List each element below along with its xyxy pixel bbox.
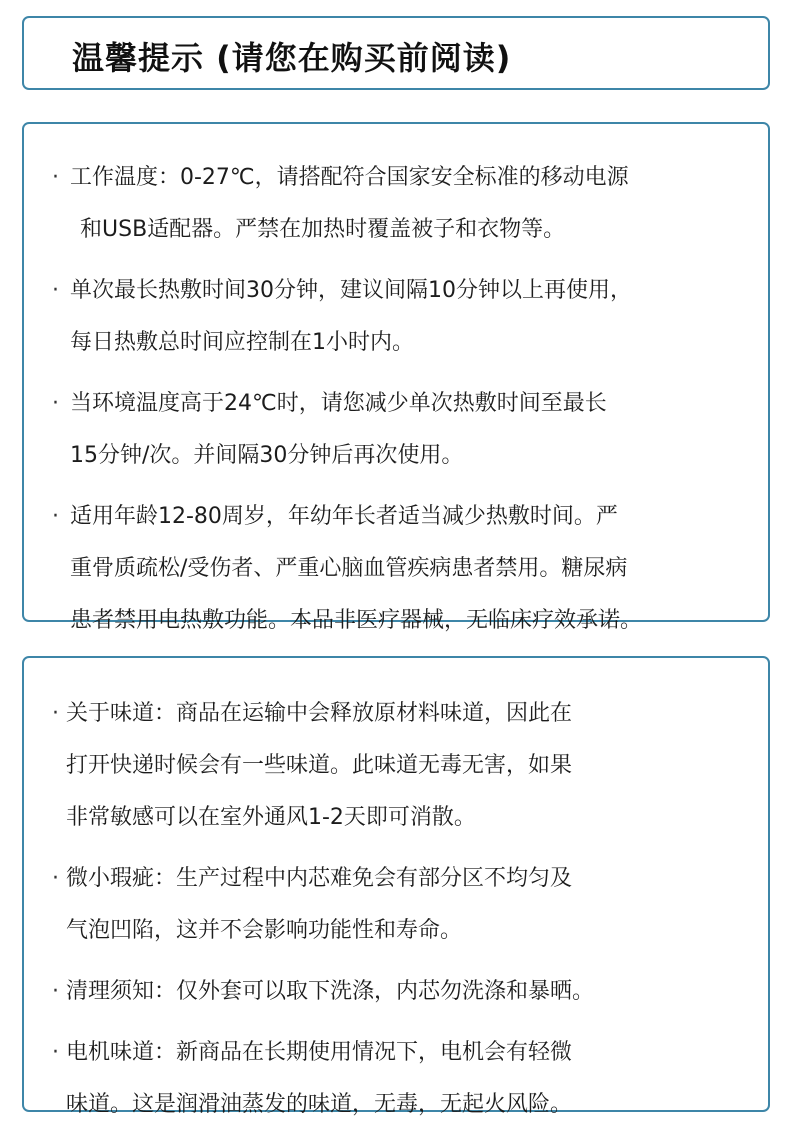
page-title: 温馨提示 (请您在购买前阅读) [72,39,512,77]
note-line: 工作温度：0-27℃，请搭配符合国家安全标准的移动电源 [70,165,629,190]
note-line: 和USB适配器。严禁在加热时覆盖被子和衣物等。 [80,217,566,242]
note-odor [24,688,768,844]
bullet-dot: · [52,1040,59,1065]
bullet-dot: · [52,165,59,190]
note-line: 适用年龄12-80周岁，年幼年长者适当减少热敷时间。严 [70,504,618,529]
note-line: 重骨质疏松/受伤者、严重心脑血管疾病患者禁用。糖尿病 [70,556,628,581]
note-age-restrictions [24,491,768,647]
note-minor-flaws [24,853,768,957]
note-line: 微小瑕疵：生产过程中内芯难免会有部分区不均匀及 [66,866,573,891]
note-line: 患者禁用电热敷功能。本品非医疗器械，无临床疗效承诺。 [70,608,643,633]
note-line: 关于味道：商品在运输中会释放原材料味道，因此在 [66,701,573,726]
note-line: 味道。这是润滑油蒸发的味道，无毒，无起火风险。 [66,1092,573,1117]
bullet-dot: · [52,866,59,891]
note-ambient-temperature [24,378,768,482]
note-line: 气泡凹陷，这并不会影响功能性和寿命。 [66,918,463,943]
note-line: 非常敏感可以在室外通风1-2天即可消散。 [66,805,476,830]
bullet-dot: · [52,278,59,303]
usage-notes-list [24,152,768,656]
note-line: 打开快递时候会有一些味道。此味道无毒无害，如果 [66,753,573,778]
product-notes-list [24,688,768,1140]
note-temperature [24,152,768,256]
note-cleaning [24,966,768,1018]
note-duration [24,265,768,369]
bullet-dot: · [52,504,59,529]
bullet-dot: · [52,391,59,416]
note-line: 单次最长热敷时间30分钟，建议间隔10分钟以上再使用， [70,278,632,303]
bullet-dot: · [52,979,59,1004]
note-line: 15分钟/次。并间隔30分钟后再次使用。 [70,443,464,468]
usage-notes-panel [22,122,770,633]
note-line: 清理须知：仅外套可以取下洗涤，内芯勿洗涤和暴晒。 [66,979,595,1004]
note-motor-odor [24,1027,768,1131]
product-notes-panel [22,656,770,1117]
note-line: 每日热敷总时间应控制在1小时内。 [70,330,414,355]
title-banner [22,16,770,90]
note-line: 当环境温度高于24℃时，请您减少单次热敷时间至最长 [70,391,607,416]
bullet-dot: · [52,701,59,726]
note-line: 电机味道：新商品在长期使用情况下，电机会有轻微 [66,1040,573,1065]
